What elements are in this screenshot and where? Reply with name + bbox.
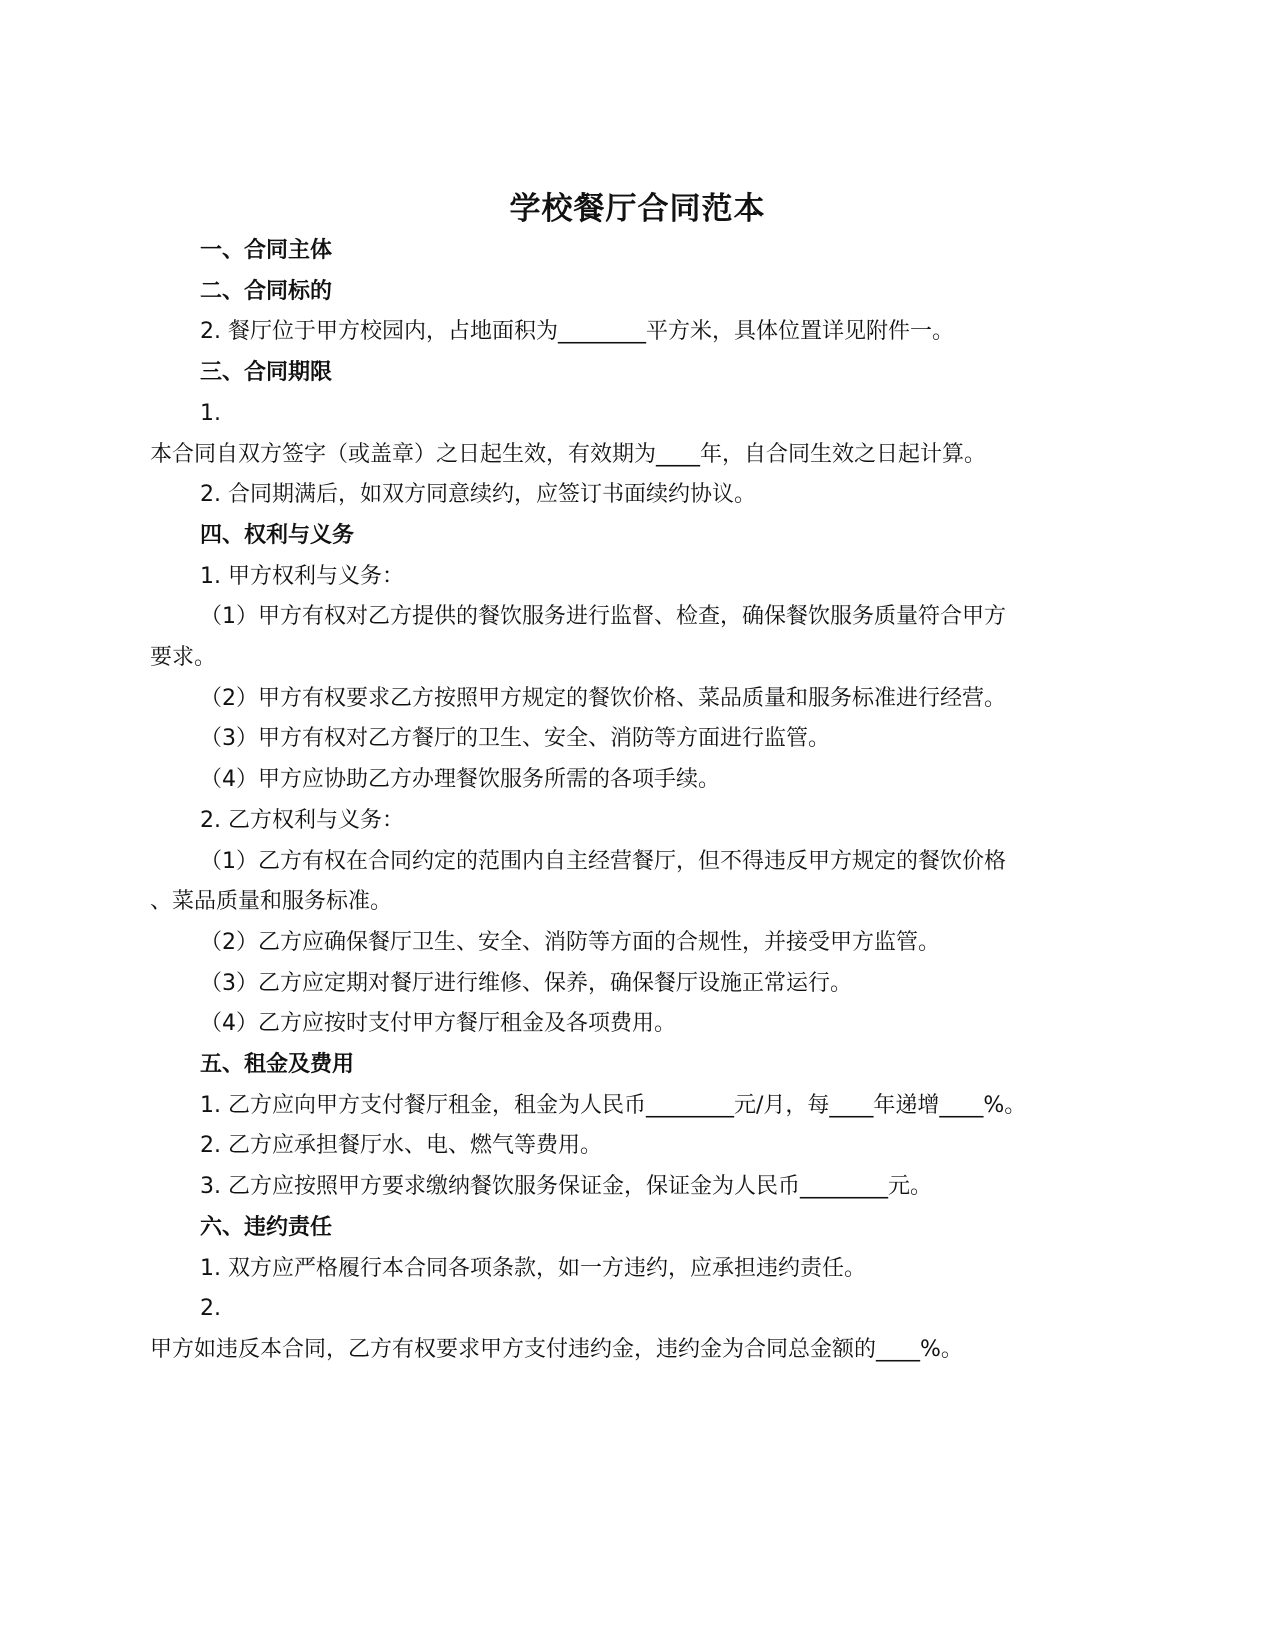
section-heading: 五、租金及费用 — [200, 1052, 355, 1077]
body-line: （2）甲方有权要求乙方按照甲方规定的餐饮价格、菜品质量和服务标准进行经营。 — [200, 686, 1006, 711]
body-line: 要求。 — [150, 645, 217, 670]
body-line: 甲方如违反本合同，乙方有权要求甲方支付违约金，违约金为合同总金额的____%。 — [150, 1337, 963, 1362]
body-line: 2. 乙方应承担餐厅水、电、燃气等费用。 — [200, 1133, 602, 1158]
section-heading: 六、违约责任 — [200, 1215, 333, 1240]
body-line: 2. 乙方权利与义务： — [200, 808, 404, 833]
body-line: （3）乙方应定期对餐厅进行维修、保养，确保餐厅设施正常运行。 — [200, 971, 852, 996]
body-line: 本合同自双方签字（或盖章）之日起生效，有效期为____年，自合同生效之日起计算。 — [150, 442, 987, 467]
section-heading: 四、权利与义务 — [200, 523, 355, 548]
body-line: 2. 合同期满后，如双方同意续约，应签订书面续约协议。 — [200, 482, 756, 507]
body-line: （1）甲方有权对乙方提供的餐饮服务进行监督、检查，确保餐饮服务质量符合甲方 — [200, 604, 1006, 629]
document-title: 学校餐厅合同范本 — [509, 191, 766, 227]
section-heading: 三、合同期限 — [200, 360, 333, 385]
body-line: 3. 乙方应按照甲方要求缴纳餐饮服务保证金，保证金为人民币________元。 — [200, 1174, 932, 1199]
body-line: （1）乙方有权在合同约定的范围内自主经营餐厅，但不得违反甲方规定的餐饮价格 — [200, 849, 1006, 874]
body-line: （4）甲方应协助乙方办理餐饮服务所需的各项手续。 — [200, 767, 720, 792]
body-line: （4）乙方应按时支付甲方餐厅租金及各项费用。 — [200, 1011, 676, 1036]
body-line: 2. 餐厅位于甲方校园内，占地面积为________平方米，具体位置详见附件一。 — [200, 319, 954, 344]
section-heading: 二、合同标的 — [200, 279, 333, 304]
body-line: （3）甲方有权对乙方餐厅的卫生、安全、消防等方面进行监管。 — [200, 726, 830, 751]
body-line: 1. 乙方应向甲方支付餐厅租金，租金为人民币________元/月，每____年递增____%。 — [200, 1093, 1027, 1118]
body-line: 2. — [200, 1296, 221, 1321]
body-line: 1. — [200, 401, 221, 426]
body-line: 、菜品质量和服务标准。 — [150, 889, 393, 914]
body-line: 1. 双方应严格履行本合同各项条款，如一方违约，应承担违约责任。 — [200, 1256, 866, 1281]
section-heading: 一、合同主体 — [200, 238, 333, 263]
body-line: 1. 甲方权利与义务： — [200, 564, 404, 589]
body-line: （2）乙方应确保餐厅卫生、安全、消防等方面的合规性，并接受甲方监管。 — [200, 930, 940, 955]
